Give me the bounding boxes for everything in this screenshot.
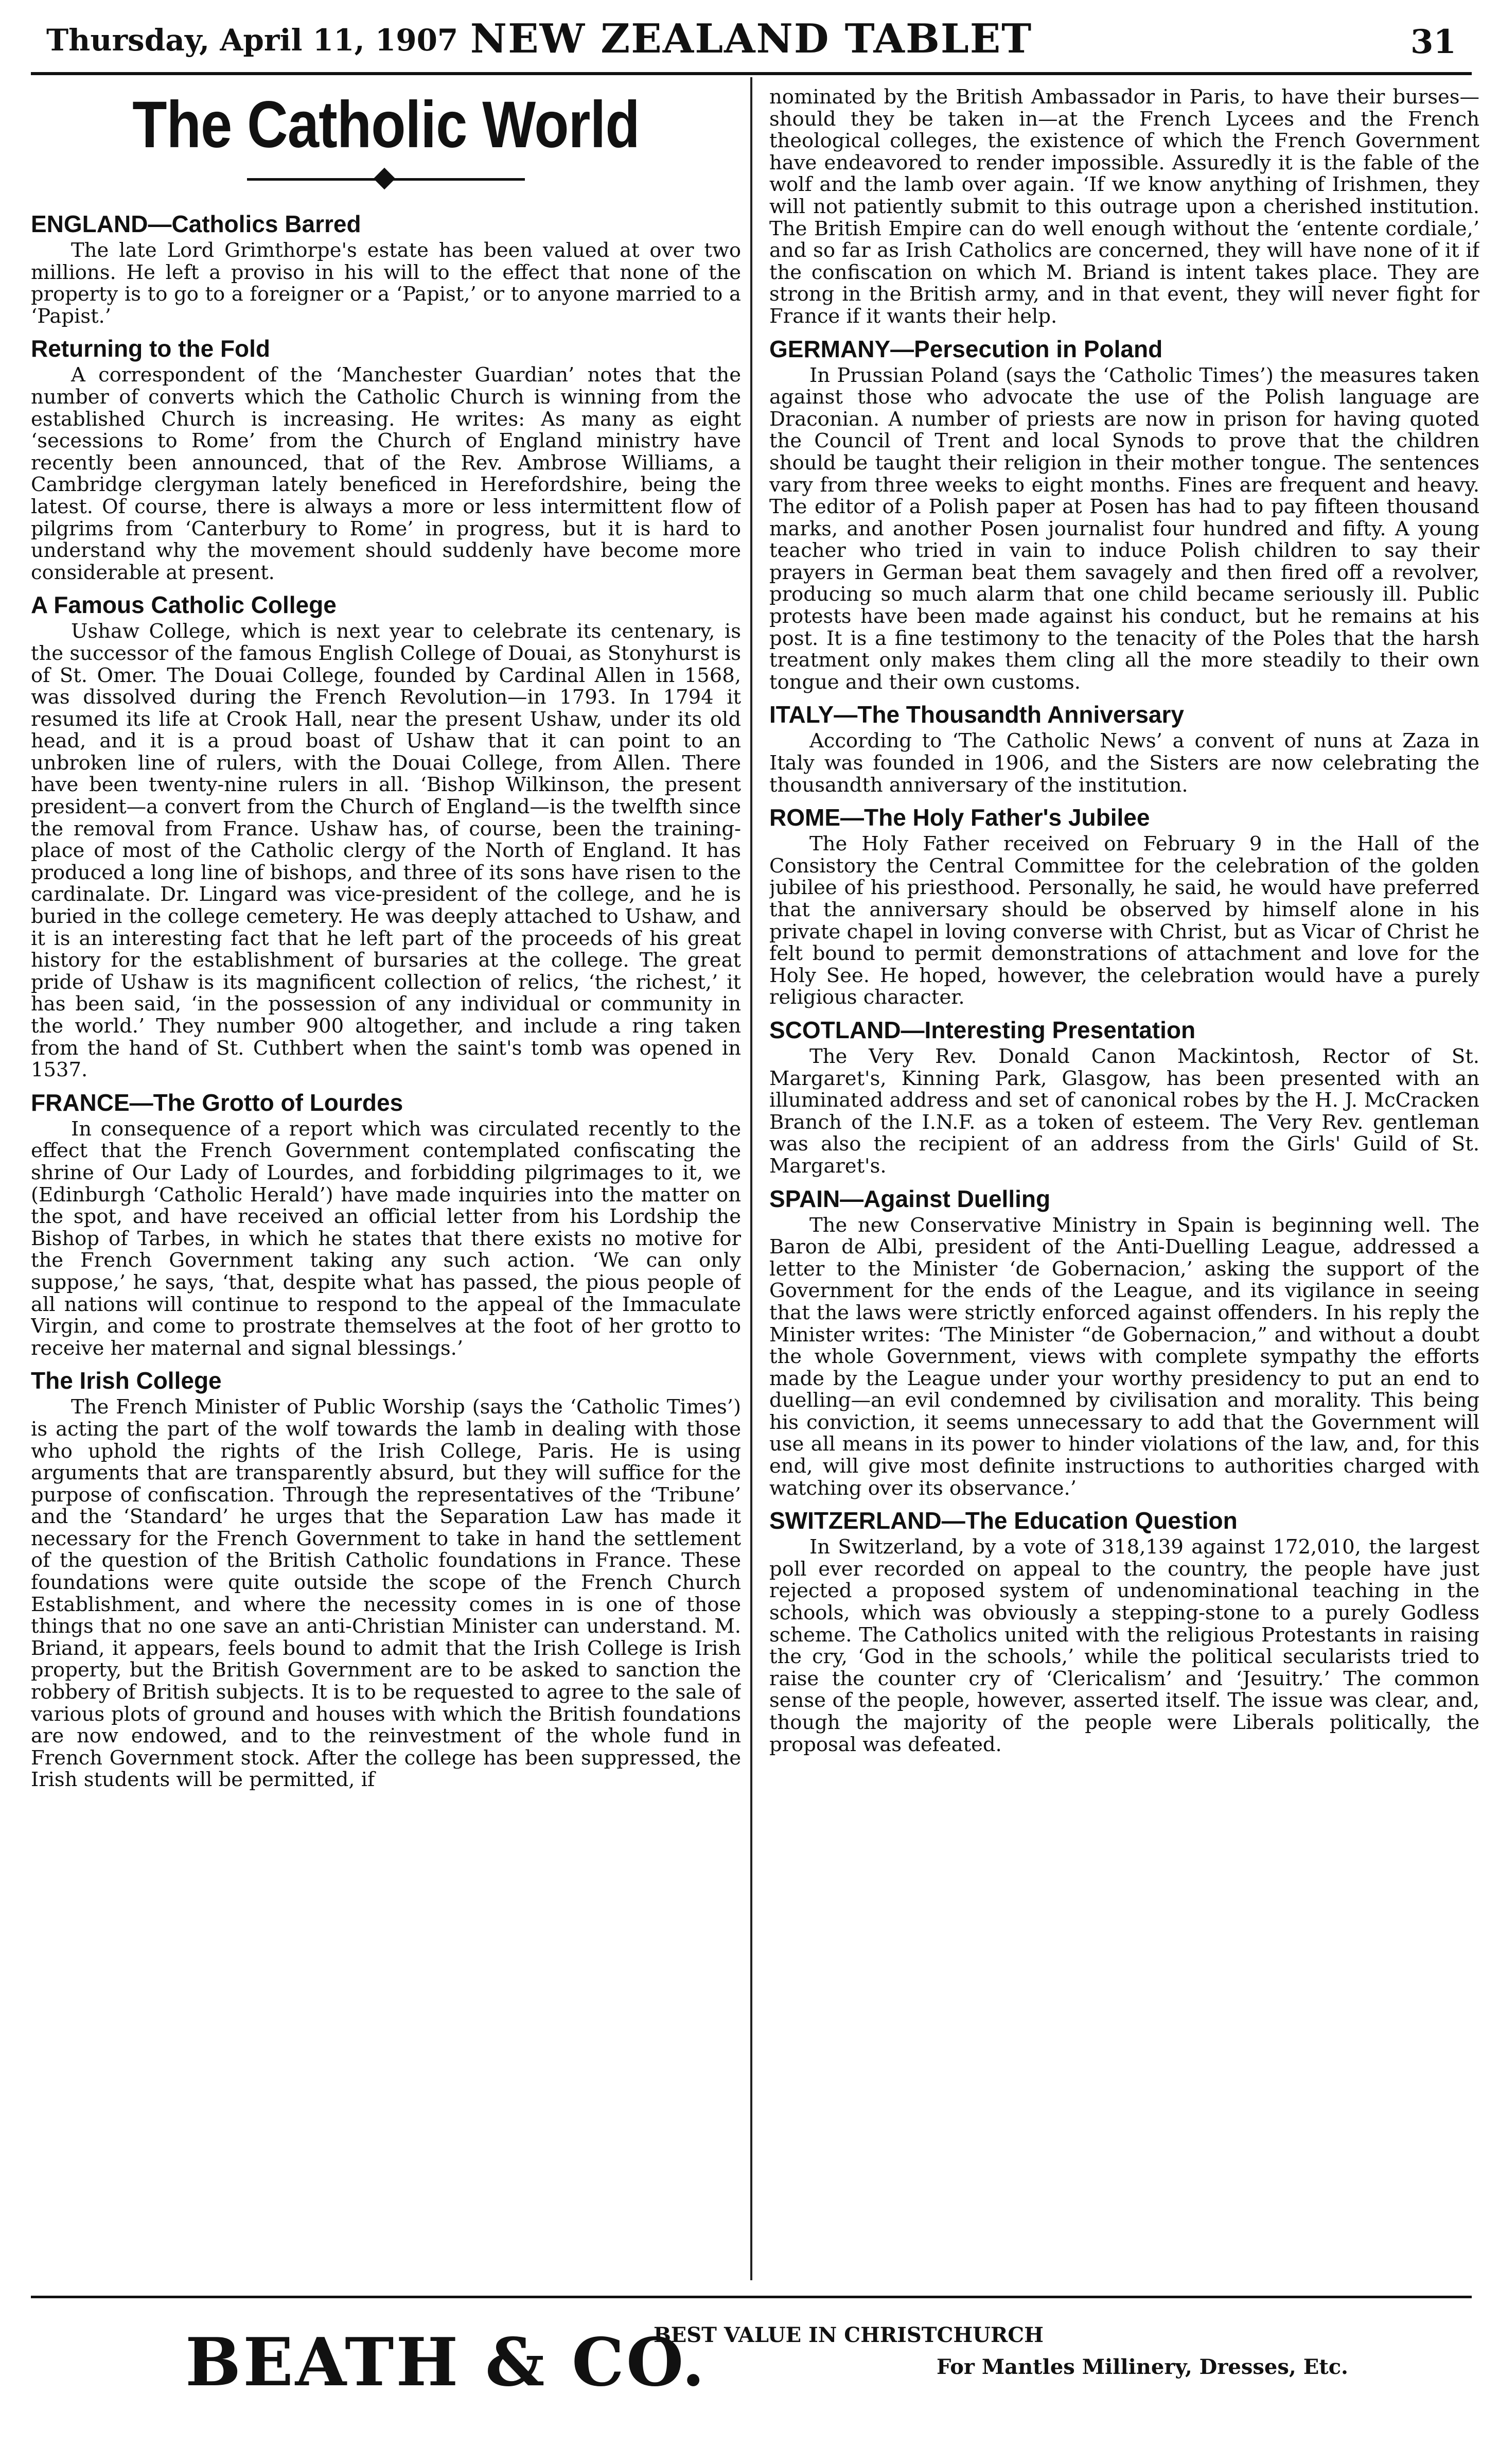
article-heading: SPAIN—Against Duelling <box>769 1185 1051 1212</box>
article-heading: ITALY—The Thousandth Anniversary <box>769 701 1184 728</box>
advertisement-footer <box>31 2296 1472 2453</box>
article-paragraph: The Holy Father received on February 9 in the Hall of the Consistory the Central Committee for the celebration of the golden jubilee of his priesthood. Personally, he said, he would have preferred that the anniversary should be observed by himself alone in his private chapel in loving converse with Christ, but as Vicar of Christ he felt bound to permit demonstrations of attachment and love for the Holy See. He hoped, however, the celebration would have a purely religious character. <box>769 832 1479 1009</box>
masthead <box>31 11 1472 75</box>
advertiser-products: For Mantles Millinery, Dresses, Etc. <box>937 2355 1348 2379</box>
article-paragraph: The French Minister of Public Worship (says the ‘Catholic Times’) is acting the part of the wolf towards the lamb in dealing with those who uphold the rights of the Irish College, Paris. He is using arguments that are transparently absurd, but they will suffice for the purpose of confiscation. Through the representatives of the ‘Tribune’ and the ‘Standard’ he urges that the Separation Law has made it necessary for the French Government to take in hand the settlement of the question of the British Catholic foundations in France. These foundations were quite outside the scope of the French Church Establishment, and where the necessity comes in is one of those things that no one save an anti-Christian Minister can understand. M. Briand, it appears, feels bound to admit that the Irish College is Irish property, but the British Government are to be asked to sanction the robbery of British subjects. It is to be requested to agree to the sale of various plots of ground and houses with which the British foundations are now endowed, and to the reinvestment of the whole fund in French Government stock. After the college has been suppressed, the Irish students will be permitted, if <box>31 1395 741 1792</box>
article-heading: GERMANY—Persecution in Poland <box>769 335 1163 362</box>
article-paragraph: In consequence of a report which was circulated recently to the effect that the French Government contemplated confiscating the shrine of Our Lady of Lourdes, and forbidding pilgrimages to it, we (Edinburgh ‘Catholic Herald’) have made inquiries into the matter on the spot, and have received an official letter from his Lordship the Bishop of Tarbes, in which he states that there exists no motive for the French Government taking any such action. ‘We can only suppose,’ he says, ‘that, despite what has passed, the pious people of all nations will continue to respond to the appeal of the Immaculate Virgin, and come to prostrate themselves at the foot of her grotto to receive her maternal and signal blessings.’ <box>31 1117 741 1360</box>
article-paragraph: In Switzerland, by a vote of 318,139 against 172,010, the largest poll ever recorded on appeal to the country, the people have just rejected a proposed system of undenominational teaching in the schools, which was obviously a stepping-stone to a purely Godless scheme. The Catholics united with the religious Protestants in raising the cry, ‘God in the schools,’ while the political secularists tried to raise the counter cry of ‘Clericalism’ and ‘Jesuitry.’ The common sense of the people, however, asserted itself. The issue was clear, and, though the majority of the people were Liberals politically, the proposal was defeated. <box>769 1535 1479 1756</box>
article-heading: The Irish College <box>31 1367 222 1394</box>
diamond-icon <box>374 168 395 189</box>
article-heading: FRANCE—The Grotto of Lourdes <box>31 1089 403 1116</box>
article-heading: A Famous Catholic College <box>31 591 337 619</box>
article-paragraph: The Very Rev. Donald Canon Mackintosh, Rector of St. Margaret's, Kinning Park, Glasgow, has been presented with an illuminated address and set of canonical robes by the H. J. McCracken Branch of the I.N.F. as a token of esteem. The Very Rev. gentleman was also the recipient of an address from the Girls' Guild of St. Margaret's. <box>769 1044 1479 1178</box>
title-ornament <box>31 169 741 189</box>
advertiser-name: BEATH & CO. <box>185 2324 707 2401</box>
article-heading: Returning to the Fold <box>31 335 271 362</box>
article-heading: ROME—The Holy Father's Jubilee <box>769 804 1150 831</box>
article-paragraph: According to ‘The Catholic News’ a convent of nuns at Zaza in Italy was founded in 1906, and the Sisters are now celebrating the thousandth anniversary of the institution. <box>769 729 1479 797</box>
article-paragraph: A correspondent of the ‘Manchester Guardian’ notes that the number of converts which the Catholic Church is winning from the established Church is increasing. He writes: As many as eight ‘secessions to Rome’ from the Church of England ministry have recently been announced, that of the Rev. Ambrose Williams, a Cambridge clergyman lately beneficed in Herefordshire, being the latest. Of course, there is always a more or less intermittent flow of pilgrims from ‘Canterbury to Rome’ in progress, but it is hard to understand why the movement should suddenly have become more considerable at present. <box>31 363 741 584</box>
column-divider <box>750 77 752 2280</box>
article-heading: ENGLAND—Catholics Barred <box>31 211 361 237</box>
issue-date: Thursday, April 11, 1907 <box>46 23 458 58</box>
article-paragraph: The late Lord Grimthorpe's estate has been valued at over two millions. He left a proviso in his will to the effect that none of the property is to go to a foreigner or a ‘Papist,’ or to anyone married to a ‘Papist.’ <box>31 239 741 328</box>
article-paragraph: In Prussian Poland (says the ‘Catholic Times’) the measures taken against those who advocate the use of the Polish language are Draconian. A number of priests are now in prison for having quoted the Council of Trent and local Synods to prove that the children should be taught their religion in their mother tongue. The sentences vary from three weeks to eight months. Fines are frequent and heavy. The editor of a Polish paper at Posen has had to pay fifteen thousand marks, and another Posen journalist four hundred and fifty. A young teacher who tried in vain to induce Polish children to say their prayers in German beat them savagely and then fired off a revolver, producing so much alarm that one child became seriously ill. Public protests have been made against his conduct, but he remains at his post. It is a fine testimony to the tenacity of the Poles that the harsh treatment only makes them cling all the more steadily to their own tongue and their own customs. <box>769 363 1479 694</box>
paper-title: NEW ZEALAND TABLET <box>470 15 1033 62</box>
article-paragraph: Ushaw College, which is next year to celebrate its centenary, is the successor of the famous English College of Douai, as Stonyhurst is of St. Omer. The Douai College, founded by Cardinal Allen in 1568, was dissolved during the French Revolution—in 1793. In 1794 it resumed its life at Crook Hall, near the present Ushaw, under its old head, and it is a proud boast of Ushaw that it can point to an unbroken line of rulers, with the Douai College, from Allen. There have been twenty-nine rulers in all. ‘Bishop Wilkinson, the present president—a convert from the Church of England—is the twelfth since the removal from France. Ushaw has, of course, been the training-place of most of the Catholic clergy of the North of England. It has produced a long line of bishops, and three of its sons have risen to the cardinalate. Dr. Lingard was vice-president of the college, and he is buried in the college cemetery. He was deeply attached to Ushaw, and it is an interesting fact that he left part of the proceeds of his great history for the establishment of bursaries at the college. The great pride of Ushaw is its magnificent collection of relics, ‘the richest,’ it has been said, ‘in the possession of any individual or community in the world.’ They number 900 altogether, and include a ring taken from the hand of St. Cuthbert when the saint's tomb was opened in 1537. <box>31 620 741 1082</box>
right-column <box>769 86 1479 2279</box>
article-paragraph: The new Conservative Ministry in Spain is beginning well. The Baron de Albi, president of the Anti-Duelling League, addressed a letter to the Minister ‘de Gobernacion,’ asking the support of the Government for the ends of the League, and its vigilance in seeing that the laws were strictly enforced against offenders. In his reply the Minister writes: ‘The Minister “de Gobernacion,” and without a doubt the whole Government, views with complete sympathy the efforts made by the League under your worthy presidency to put an end to duelling—an evil condemned by civilisation and morality. This being his conviction, it seems unnecessary to add that the Government will use all means in its power to hinder violations of the law, and, for this end, will give most definite instructions to authorities charged with watching over its observance.’ <box>769 1213 1479 1500</box>
left-column <box>31 86 741 2279</box>
advertiser-slogan: BEST VALUE IN CHRISTCHURCH <box>654 2323 1044 2347</box>
article-heading: SWITZERLAND—The Education Question <box>769 1507 1238 1534</box>
page-number: 31 <box>1410 23 1456 61</box>
section-title: The Catholic World <box>132 88 640 162</box>
article-heading: SCOTLAND—Interesting Presentation <box>769 1016 1196 1043</box>
article-paragraph-continued: nominated by the British Ambassador in Paris, to have their burses—should they be taken in—at the French Lycees and the French theological colleges, the existence of which the French Government have endeavored to render impossible. Assuredly it is the fable of the wolf and the lamb over again. ‘If we know anything of Irishmen, they will not patiently submit to this outrage upon a cherished institution. The British Empire can do well enough without the ‘entente cordiale,’ and so far as Irish Catholics are concerned, they will have none of it if the confiscation on which M. Briand is intent takes place. They are strong in the British army, and in that event, they will never fight for France if it wants their help. <box>769 86 1479 328</box>
